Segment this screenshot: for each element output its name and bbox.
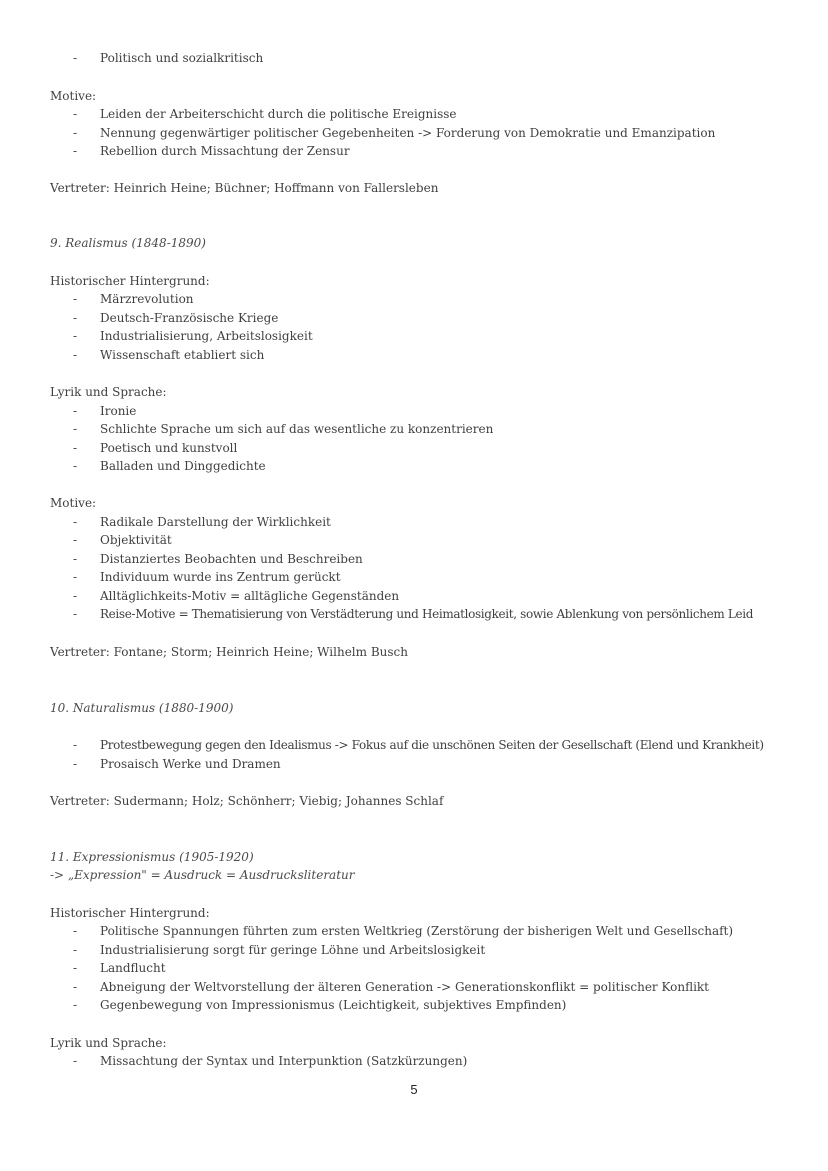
bullet-dash: - bbox=[73, 404, 78, 418]
list-item-text: Radikale Darstellung der Wirklichkeit bbox=[100, 515, 331, 529]
bullet-dash: - bbox=[73, 459, 78, 473]
bullet-dash: - bbox=[73, 738, 78, 752]
list-item-text: Industrialisierung sorgt für geringe Löhne und Arbeitslosigkeit bbox=[100, 943, 486, 957]
list-item-text: Prosaisch Werke und Dramen bbox=[100, 757, 281, 771]
bullet-dash: - bbox=[73, 422, 78, 436]
vertreter-line: Vertreter: Heinrich Heine; Büchner; Hoffmann von Fallersleben bbox=[50, 181, 439, 195]
bullet-dash: - bbox=[73, 961, 78, 975]
list-item-text: Rebellion durch Missachtung der Zensur bbox=[100, 144, 350, 158]
list-item-text: Leiden der Arbeiterschicht durch die politische Ereignisse bbox=[100, 107, 457, 121]
bullet-dash: - bbox=[73, 552, 78, 566]
bullet-dash: - bbox=[73, 515, 78, 529]
bullet-dash: - bbox=[73, 607, 78, 621]
list-item-text: Schlichte Sprache um sich auf das wesentliche zu konzentrieren bbox=[100, 422, 494, 436]
list-item-text: Balladen und Dinggedichte bbox=[100, 459, 266, 473]
vertreter-line: Vertreter: Sudermann; Holz; Schönherr; Viebig; Johannes Schlaf bbox=[50, 794, 444, 808]
list-item-text: Protestbewegung gegen den Idealismus -> Fokus auf die unschönen Seiten der Gesellschaft (Elend und Krankheit) bbox=[100, 738, 764, 752]
bullet-dash: - bbox=[73, 311, 78, 325]
list-item-text: Politisch und sozialkritisch bbox=[100, 51, 264, 65]
bullet-dash: - bbox=[73, 570, 78, 584]
lyrik-label: Lyrik und Sprache: bbox=[50, 1036, 167, 1050]
section-heading-naturalismus: 10. Naturalismus (1880-1900) bbox=[50, 701, 234, 715]
list-item-text: Wissenschaft etabliert sich bbox=[100, 348, 265, 362]
list-item-text: Individuum wurde ins Zentrum gerückt bbox=[100, 570, 341, 584]
page-number: 5 bbox=[410, 1082, 418, 1097]
bullet-dash: - bbox=[73, 924, 78, 938]
bullet-dash: - bbox=[73, 329, 78, 343]
list-item-text: Deutsch-Französische Kriege bbox=[100, 311, 279, 325]
bullet-dash: - bbox=[73, 107, 78, 121]
list-item-text: Abneigung der Weltvorstellung der älteren Generation -> Generationskonflikt = politischer Konflikt bbox=[100, 980, 709, 994]
list-item-text: Reise-Motive = Thematisierung von Verstädterung und Heimatlosigkeit, sowie Ablenkung von persönlichem Leid bbox=[100, 607, 754, 621]
section-heading-expressionismus: 11. Expressionismus (1905-1920) bbox=[50, 850, 254, 864]
bullet-dash: - bbox=[73, 144, 78, 158]
motive-label: Motive: bbox=[50, 89, 97, 103]
lyrik-label: Lyrik und Sprache: bbox=[50, 385, 167, 399]
hintergrund-label: Historischer Hintergrund: bbox=[50, 274, 210, 288]
list-item-text: Gegenbewegung von Impressionismus (Leichtigkeit, subjektives Empfinden) bbox=[100, 998, 567, 1012]
list-item-text: Politische Spannungen führten zum ersten Weltkrieg (Zerstörung der bisherigen Welt und Gesellschaft) bbox=[100, 924, 734, 938]
bullet-dash: - bbox=[73, 1054, 78, 1068]
list-item-text: Märzrevolution bbox=[100, 292, 194, 306]
list-item-text: Industrialisierung, Arbeitslosigkeit bbox=[100, 329, 313, 343]
bullet-dash: - bbox=[73, 943, 78, 957]
motive-label: Motive: bbox=[50, 496, 97, 510]
bullet-dash: - bbox=[73, 51, 78, 65]
hintergrund-label: Historischer Hintergrund: bbox=[50, 906, 210, 920]
bullet-dash: - bbox=[73, 757, 78, 771]
bullet-dash: - bbox=[73, 292, 78, 306]
bullet-dash: - bbox=[73, 980, 78, 994]
bullet-dash: - bbox=[73, 998, 78, 1012]
list-item-text: Objektivität bbox=[100, 533, 172, 547]
list-item-text: Alltäglichkeits-Motiv = alltägliche Gegenständen bbox=[100, 589, 400, 603]
list-item-text: Distanziertes Beobachten und Beschreiben bbox=[100, 552, 363, 566]
bullet-dash: - bbox=[73, 441, 78, 455]
bullet-dash: - bbox=[73, 533, 78, 547]
list-item-text: Poetisch und kunstvoll bbox=[100, 441, 238, 455]
bullet-dash: - bbox=[73, 348, 78, 362]
bullet-dash: - bbox=[73, 126, 78, 140]
list-item-text: Landflucht bbox=[100, 961, 166, 975]
list-item-text: Nennung gegenwärtiger politischer Gegebenheiten -> Forderung von Demokratie und Emanzipation bbox=[100, 126, 716, 140]
list-item-text: Ironie bbox=[100, 404, 137, 418]
vertreter-line: Vertreter: Fontane; Storm; Heinrich Heine; Wilhelm Busch bbox=[50, 645, 408, 659]
list-item-text: Missachtung der Syntax und Interpunktion (Satzkürzungen) bbox=[100, 1054, 468, 1068]
section-heading-realismus: 9. Realismus (1848-1890) bbox=[50, 236, 206, 250]
bullet-dash: - bbox=[73, 589, 78, 603]
section-subheading: -> „Expression" = Ausdruck = Ausdrucksliteratur bbox=[50, 868, 355, 882]
